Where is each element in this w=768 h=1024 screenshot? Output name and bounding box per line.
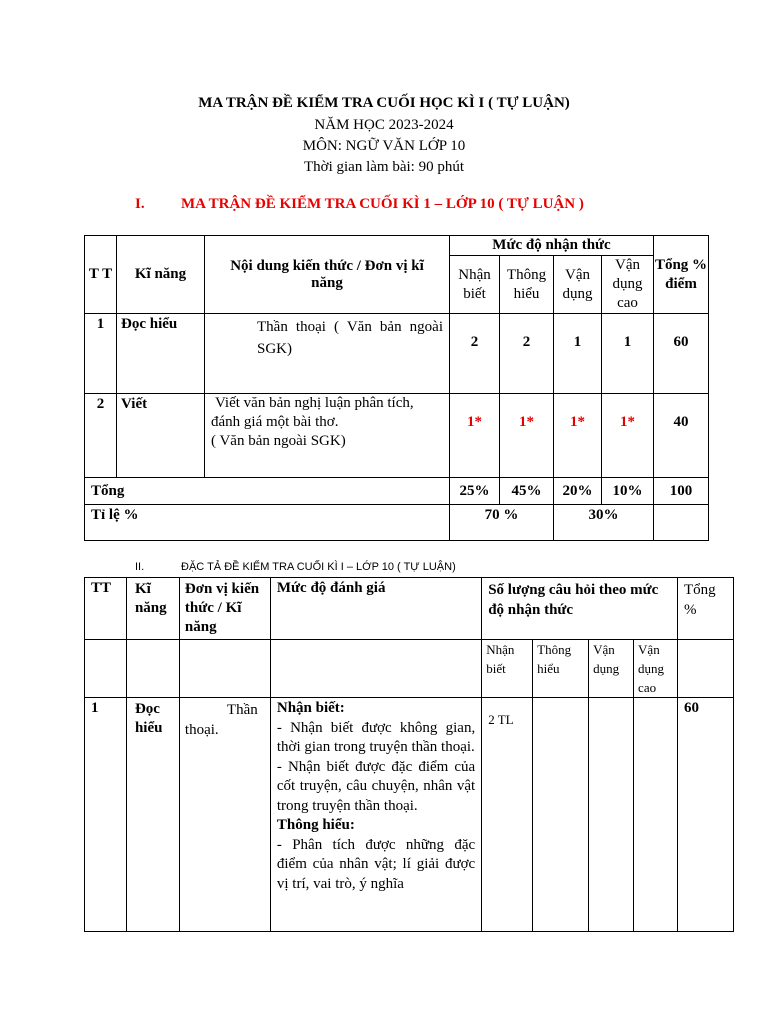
th-level: Mức độ nhận thức: [450, 236, 654, 256]
th-total: Tổng % điểm: [654, 236, 709, 314]
sum-l1: 25%: [450, 478, 500, 505]
empty-cell: [126, 640, 179, 698]
section1-number: I.: [135, 196, 145, 212]
cell-l1: 1*: [450, 394, 500, 478]
sum-row: [85, 478, 709, 505]
cell-skill: Đọc hiểu: [117, 314, 205, 394]
spec-table: [84, 577, 734, 932]
th-recognize: Nhận biết: [450, 256, 500, 314]
empty-cell: [85, 640, 127, 698]
cell-l2: 1*: [500, 394, 554, 478]
table-row: [85, 394, 709, 478]
cell-l2: 2: [500, 314, 554, 394]
cell-unit: Thần thoại.: [179, 698, 270, 932]
th-content: Nội dung kiến thức / Đơn vị kĩ năng: [205, 236, 450, 314]
cell-skill: Viết: [117, 394, 205, 478]
th-total: Tổng %: [678, 578, 734, 640]
cell-total: 60: [678, 698, 734, 932]
th-skill: Kĩ năng: [126, 578, 179, 640]
sum-label: Tổng: [85, 478, 450, 505]
th-recognize: Nhận biết: [482, 640, 533, 698]
th-apply: Vận dụng: [554, 256, 602, 314]
cell-tt: 2: [85, 394, 117, 478]
section1-title: MA TRẬN ĐỀ KIỂM TRA CUỐI KÌ 1 – LỚP 10 ( TỰ LUẬN ): [181, 196, 584, 212]
sum-l2: 45%: [500, 478, 554, 505]
document-title: MA TRẬN ĐỀ KIỂM TRA CUỐI HỌC KÌ I ( TỰ LUẬN): [198, 95, 570, 111]
subject-line: MÔN: NGỮ VĂN LỚP 10: [302, 138, 466, 154]
cell-l4: 1: [602, 314, 654, 394]
empty-cell: [179, 640, 270, 698]
th-apply-high: Vận dụng cao: [602, 256, 654, 314]
table-row: [85, 698, 734, 932]
cell-l4: [634, 698, 678, 932]
th-apply: Vận dụng: [589, 640, 634, 698]
cell-l2: [533, 698, 589, 932]
section2-number: II.: [135, 561, 145, 573]
cell-l3: [589, 698, 634, 932]
cell-l3: 1: [554, 314, 602, 394]
cell-l3: 1*: [554, 394, 602, 478]
cell-skill: Đọc hiểu: [126, 698, 179, 932]
cell-l1: 2: [450, 314, 500, 394]
ratio-row: [85, 505, 709, 541]
th-tt: T T: [85, 236, 117, 314]
th-understand: Thông hiểu: [533, 640, 589, 698]
ratio-b: 30%: [554, 505, 654, 541]
th-eval: Mức độ đánh giá: [270, 578, 481, 640]
cell-l1: 2 TL: [482, 698, 533, 932]
cell-content: Viết văn bản nghị luận phân tích, đánh giá một bài thơ. ( Văn bản ngoài SGK): [205, 394, 450, 478]
th-count: Số lượng câu hỏi theo mức độ nhận thức: [482, 578, 678, 640]
th-unit: Đơn vị kiến thức / Kĩ năng: [179, 578, 270, 640]
ratio-empty: [654, 505, 709, 541]
sum-total: 100: [654, 478, 709, 505]
sum-l4: 10%: [602, 478, 654, 505]
school-year: NĂM HỌC 2023-2024: [314, 117, 454, 133]
table-row: [85, 314, 709, 394]
th-skill: Kĩ năng: [117, 236, 205, 314]
empty-cell: [270, 640, 481, 698]
cell-content: Thần thoại ( Văn bản ngoài SGK): [205, 314, 450, 394]
th-understand: Thông hiểu: [500, 256, 554, 314]
cell-total: 40: [654, 394, 709, 478]
duration-line: Thời gian làm bài: 90 phút: [304, 159, 464, 175]
cell-l4: 1*: [602, 394, 654, 478]
th-tt: TT: [85, 578, 127, 640]
th-apply-high: Vận dụng cao: [634, 640, 678, 698]
cell-tt: 1: [85, 314, 117, 394]
ratio-label: Tỉ lệ %: [85, 505, 450, 541]
section2-title: ĐẶC TẢ ĐỀ KIỂM TRA CUỐI KÌ I – LỚP 10 ( TỰ LUẬN): [181, 561, 456, 573]
sum-l3: 20%: [554, 478, 602, 505]
matrix-table: [84, 235, 709, 541]
cell-eval: Nhận biết: - Nhận biết được không gian, thời gian trong truyện thần thoại. - Nhận biết được đặc điểm của cốt truyện, câu chuyện, nhân vật trong truyện thần thoại. Thông hiểu: - Phân tích được những đặc điểm của nhân vật; lí giải được vị trí, vai trò, ý nghĩa: [270, 698, 481, 932]
cell-total: 60: [654, 314, 709, 394]
empty-cell: [678, 640, 734, 698]
ratio-a: 70 %: [450, 505, 554, 541]
cell-tt: 1: [85, 698, 127, 932]
